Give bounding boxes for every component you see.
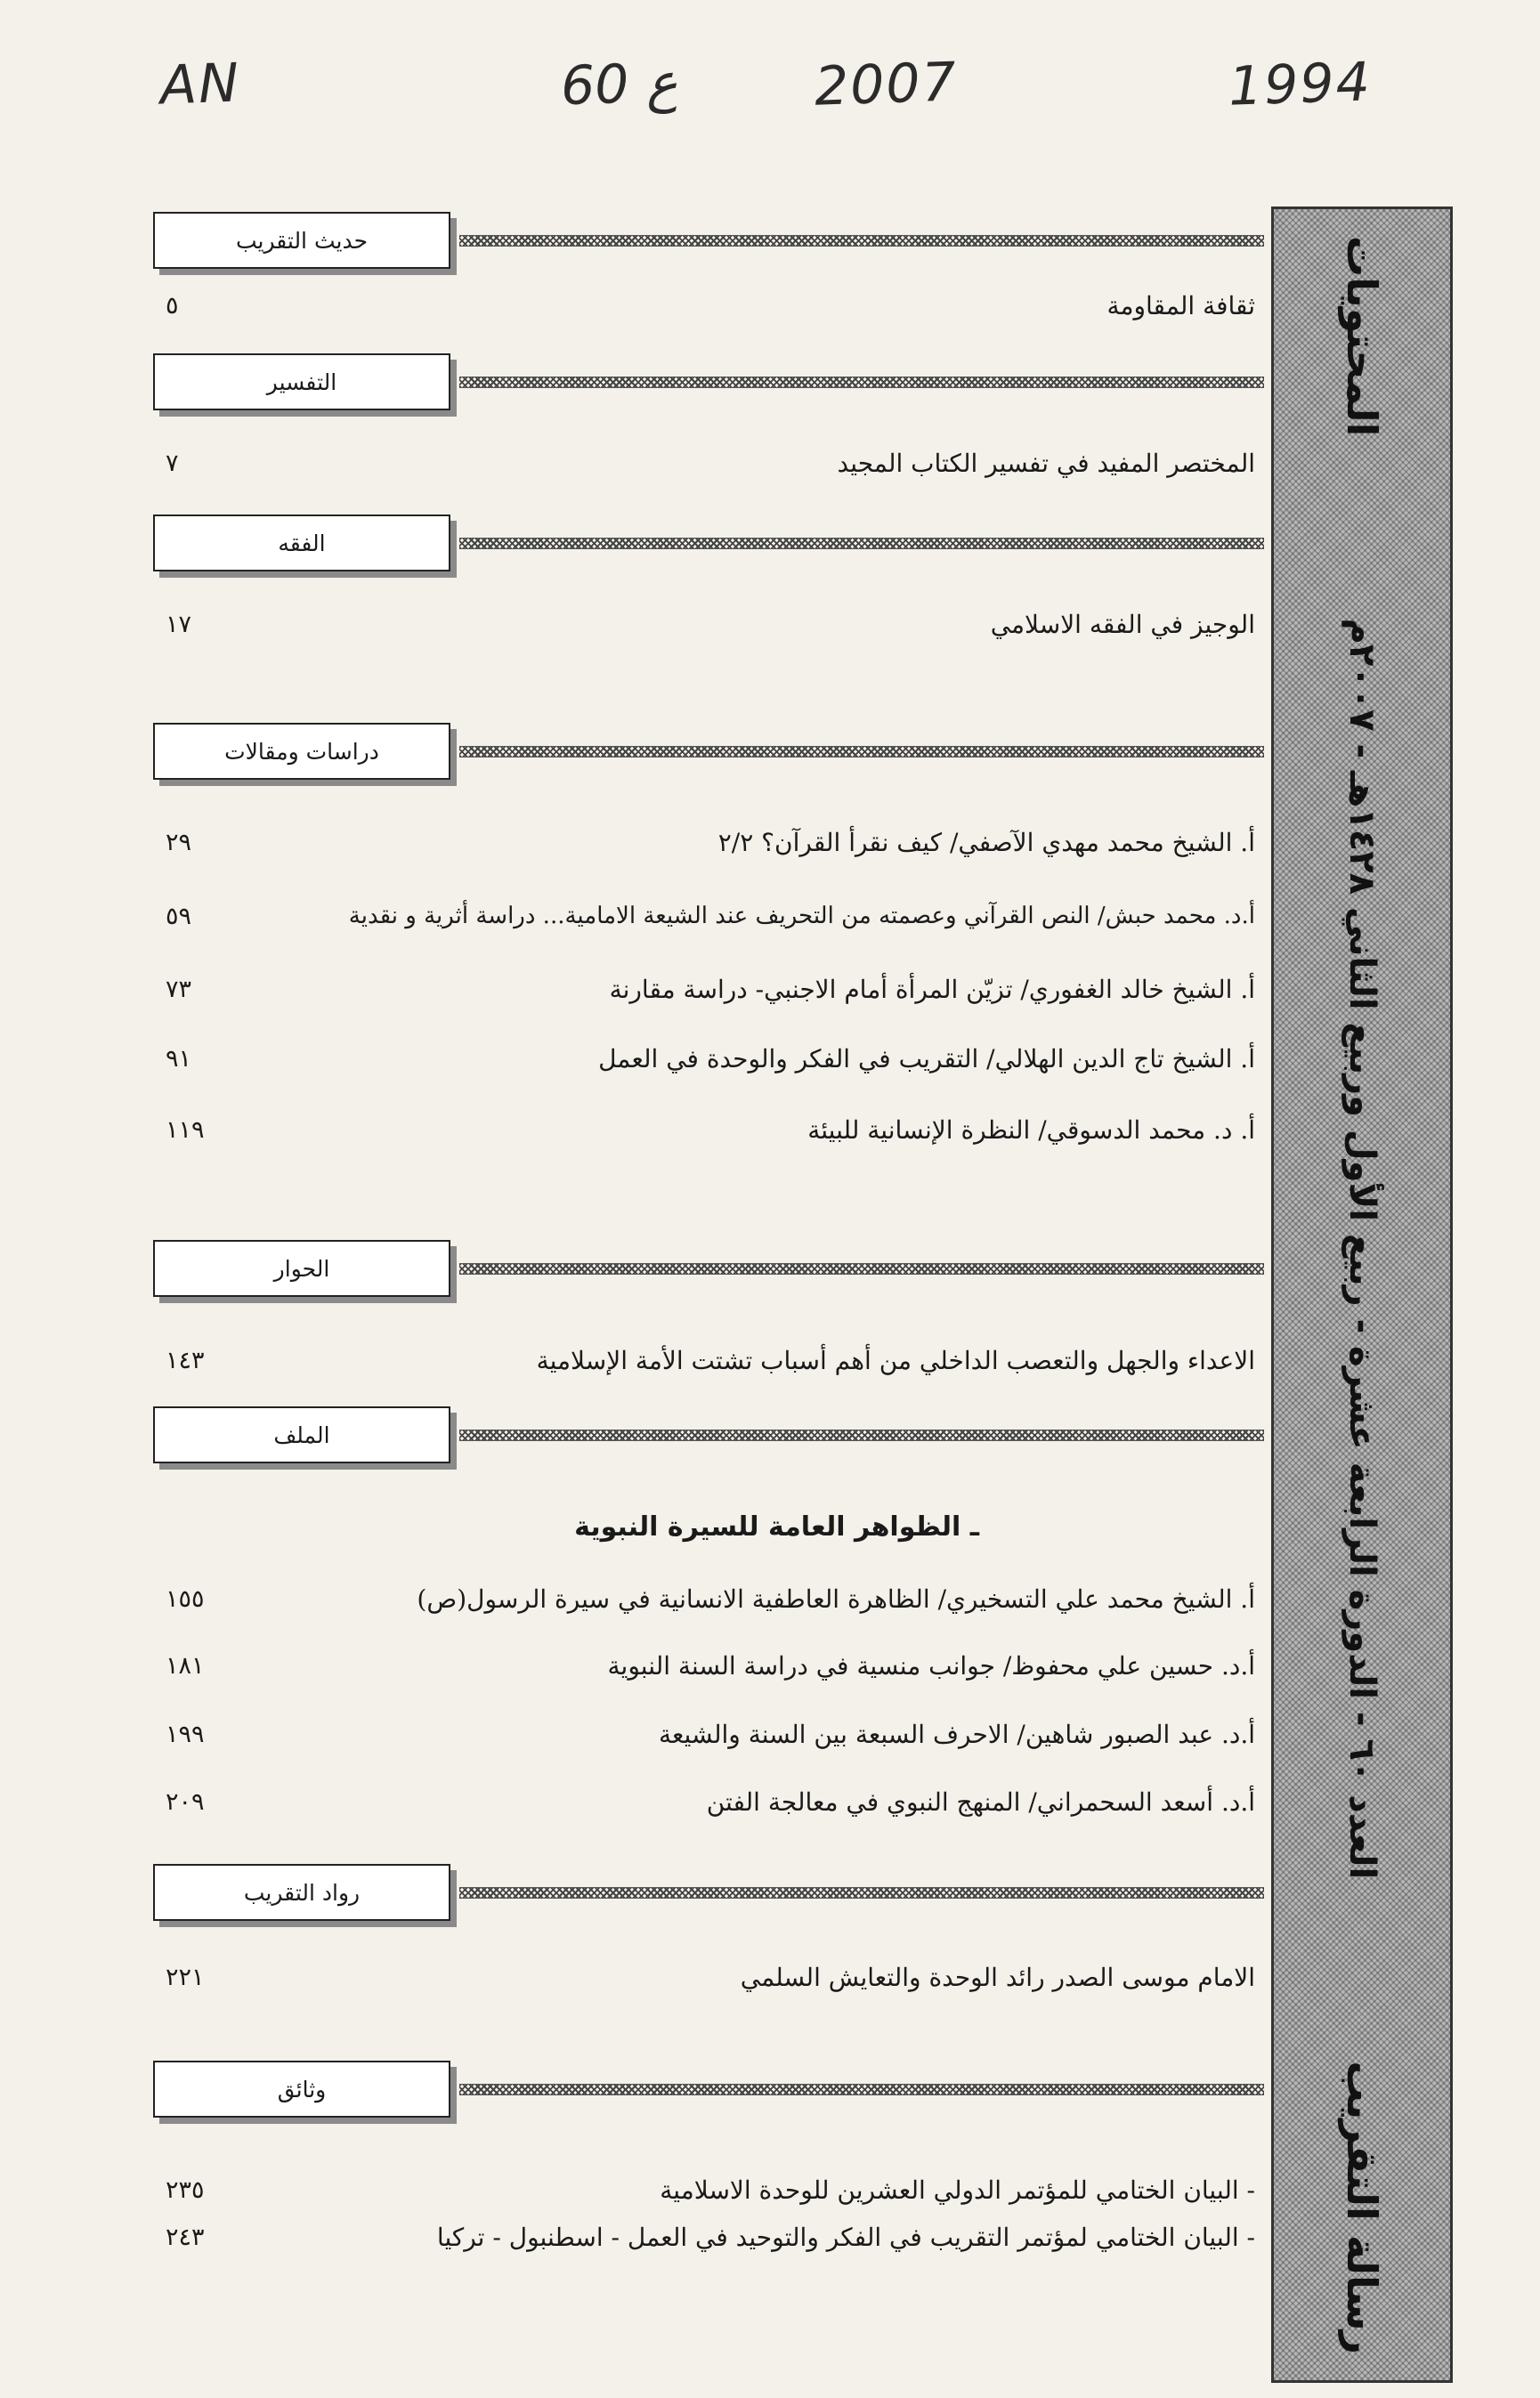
- section-label: رواد التقريب: [153, 1864, 450, 1921]
- section-label: حديث التقريب: [153, 212, 450, 269]
- page-number: ٧٣: [166, 975, 192, 1003]
- page-number: ٢٤٣: [166, 2223, 205, 2251]
- handwritten-note-right: 1994: [1227, 51, 1373, 118]
- entry-title: أ.د. محمد حبش/ النص القرآني وعصمته من التحريف عند الشيعة الامامية... دراسة أثرية و نقدية: [348, 903, 1255, 929]
- section-label: دراسات ومقالات: [153, 723, 450, 780]
- section-header-dialogue: [153, 1240, 1264, 1297]
- section-label: وثائق: [153, 2061, 450, 2118]
- page-number: ١١٩: [166, 1115, 205, 1144]
- page-number: ٥: [166, 291, 179, 320]
- entry-title: الامام موسى الصدر رائد الوحدة والتعايش السلمي: [740, 1962, 1255, 1992]
- section-header-hadith: [153, 212, 1264, 269]
- toc-entry[interactable]: [166, 1337, 1255, 1383]
- section-rule: [459, 746, 1264, 757]
- toc-entry[interactable]: [166, 1711, 1255, 1757]
- section-label: الحوار: [153, 1240, 450, 1297]
- section-rule: [459, 235, 1264, 247]
- page-number: ١٧: [166, 610, 192, 638]
- toc-entry[interactable]: [166, 1954, 1255, 2000]
- toc-entry[interactable]: [166, 282, 1255, 328]
- file-subheading: ـ الظواهر العامة للسيرة النبوية: [574, 1511, 979, 1543]
- handwritten-note-year: 2007: [813, 51, 959, 118]
- page-number: ١٨١: [166, 1651, 205, 1680]
- spine-journal-title: رسالة التقريب: [1338, 2060, 1386, 2354]
- entry-title: أ. الشيخ خالد الغفوري/ تزيّن المرأة أمام الاجنبي- دراسة مقارنة: [609, 974, 1255, 1004]
- section-label: الفقه: [153, 514, 450, 571]
- section-label: التفسير: [153, 353, 450, 410]
- section-header-documents: [153, 2061, 1264, 2118]
- spine-contents-label: المحتويات: [1338, 235, 1386, 436]
- toc-entry[interactable]: [166, 1642, 1255, 1689]
- toc-entry[interactable]: [166, 966, 1255, 1012]
- page-number: ١٥٥: [166, 1584, 205, 1613]
- toc-entry[interactable]: [166, 1106, 1255, 1153]
- toc-entry[interactable]: [166, 440, 1255, 486]
- entry-title: أ. الشيخ محمد علي التسخيري/ الظاهرة العاطفية الانسانية في سيرة الرسول(ص): [417, 1584, 1255, 1614]
- toc-entry[interactable]: [166, 2167, 1255, 2213]
- handwritten-note-center: 60 ع: [559, 51, 679, 118]
- section-rule: [459, 1887, 1264, 1899]
- entry-title: - البيان الختامي للمؤتمر الدولي العشرين للوحدة الاسلامية: [660, 2175, 1255, 2205]
- toc-entry[interactable]: [166, 1778, 1255, 1825]
- page-number: ٧: [166, 449, 179, 477]
- section-header-fiqh: [153, 514, 1264, 571]
- entry-title: أ.د. أسعد السحمراني/ المنهج النبوي في معالجة الفتن: [706, 1786, 1255, 1817]
- section-rule: [459, 1430, 1264, 1441]
- entry-title: ثقافة المقاومة: [1106, 290, 1255, 320]
- spine-text: [1338, 236, 1386, 2354]
- page-number: ٢٢١: [166, 1963, 205, 1991]
- entry-title: أ. الشيخ محمد مهدي الآصفي/ كيف نقرأ القرآن؟ ٢/٢: [717, 827, 1255, 857]
- toc-entry[interactable]: [166, 1035, 1255, 1082]
- toc-entry[interactable]: [166, 1576, 1255, 1622]
- page-number: ٢٣٥: [166, 2175, 205, 2204]
- entry-title: أ. الشيخ تاج الدين الهلالي/ التقريب في الفكر والوحدة في العمل: [598, 1043, 1255, 1073]
- page-number: ١٩٩: [166, 1720, 205, 1748]
- section-rule: [459, 1263, 1264, 1275]
- journal-spine: [1271, 207, 1453, 2383]
- toc-entry[interactable]: [166, 601, 1255, 647]
- page-number: ٥٩: [166, 902, 192, 930]
- toc-entry[interactable]: [166, 893, 1255, 939]
- entry-title: - البيان الختامي لمؤتمر التقريب في الفكر والتوحيد في العمل - اسطنبول - تركيا: [436, 2222, 1255, 2252]
- page-number: ٩١: [166, 1044, 192, 1073]
- section-header-tafsir: [153, 353, 1264, 410]
- entry-title: أ. د. محمد الدسوقي/ النظرة الإنسانية للبيئة: [807, 1114, 1255, 1145]
- entry-title: المختصر المفيد في تفسير الكتاب المجيد: [837, 448, 1255, 478]
- section-rule: [459, 377, 1264, 388]
- section-rule: [459, 2084, 1264, 2095]
- handwritten-note-left: AN: [158, 52, 242, 117]
- page-number: ٢٠٩: [166, 1787, 205, 1816]
- entry-title: أ.د. عبد الصبور شاهين/ الاحرف السبعة بين السنة والشيعة: [659, 1719, 1255, 1749]
- section-header-studies: [153, 723, 1264, 780]
- page-number: ١٤٣: [166, 1346, 205, 1374]
- section-header-pioneers: [153, 1864, 1264, 1921]
- entry-title: أ.د. حسين علي محفوظ/ جوانب منسية في دراسة السنة النبوية: [607, 1650, 1255, 1681]
- entry-title: الاعداء والجهل والتعصب الداخلي من أهم أسباب تشتت الأمة الإسلامية: [536, 1345, 1255, 1375]
- entry-title: الوجيز في الفقه الاسلامي: [990, 609, 1255, 639]
- toc-entry[interactable]: [166, 2214, 1255, 2260]
- section-label: الملف: [153, 1406, 450, 1463]
- section-header-file: [153, 1406, 1264, 1463]
- section-rule: [459, 538, 1264, 549]
- toc-entry[interactable]: [166, 819, 1255, 865]
- page-number: ٢٩: [166, 828, 192, 856]
- spine-issue-info: العدد ٦٠ - الدورة الرابعة عشرة - ربيع الأول وربيع الثاني ١٤٢٨هـ - ٢٠٠٧م: [1341, 618, 1382, 1879]
